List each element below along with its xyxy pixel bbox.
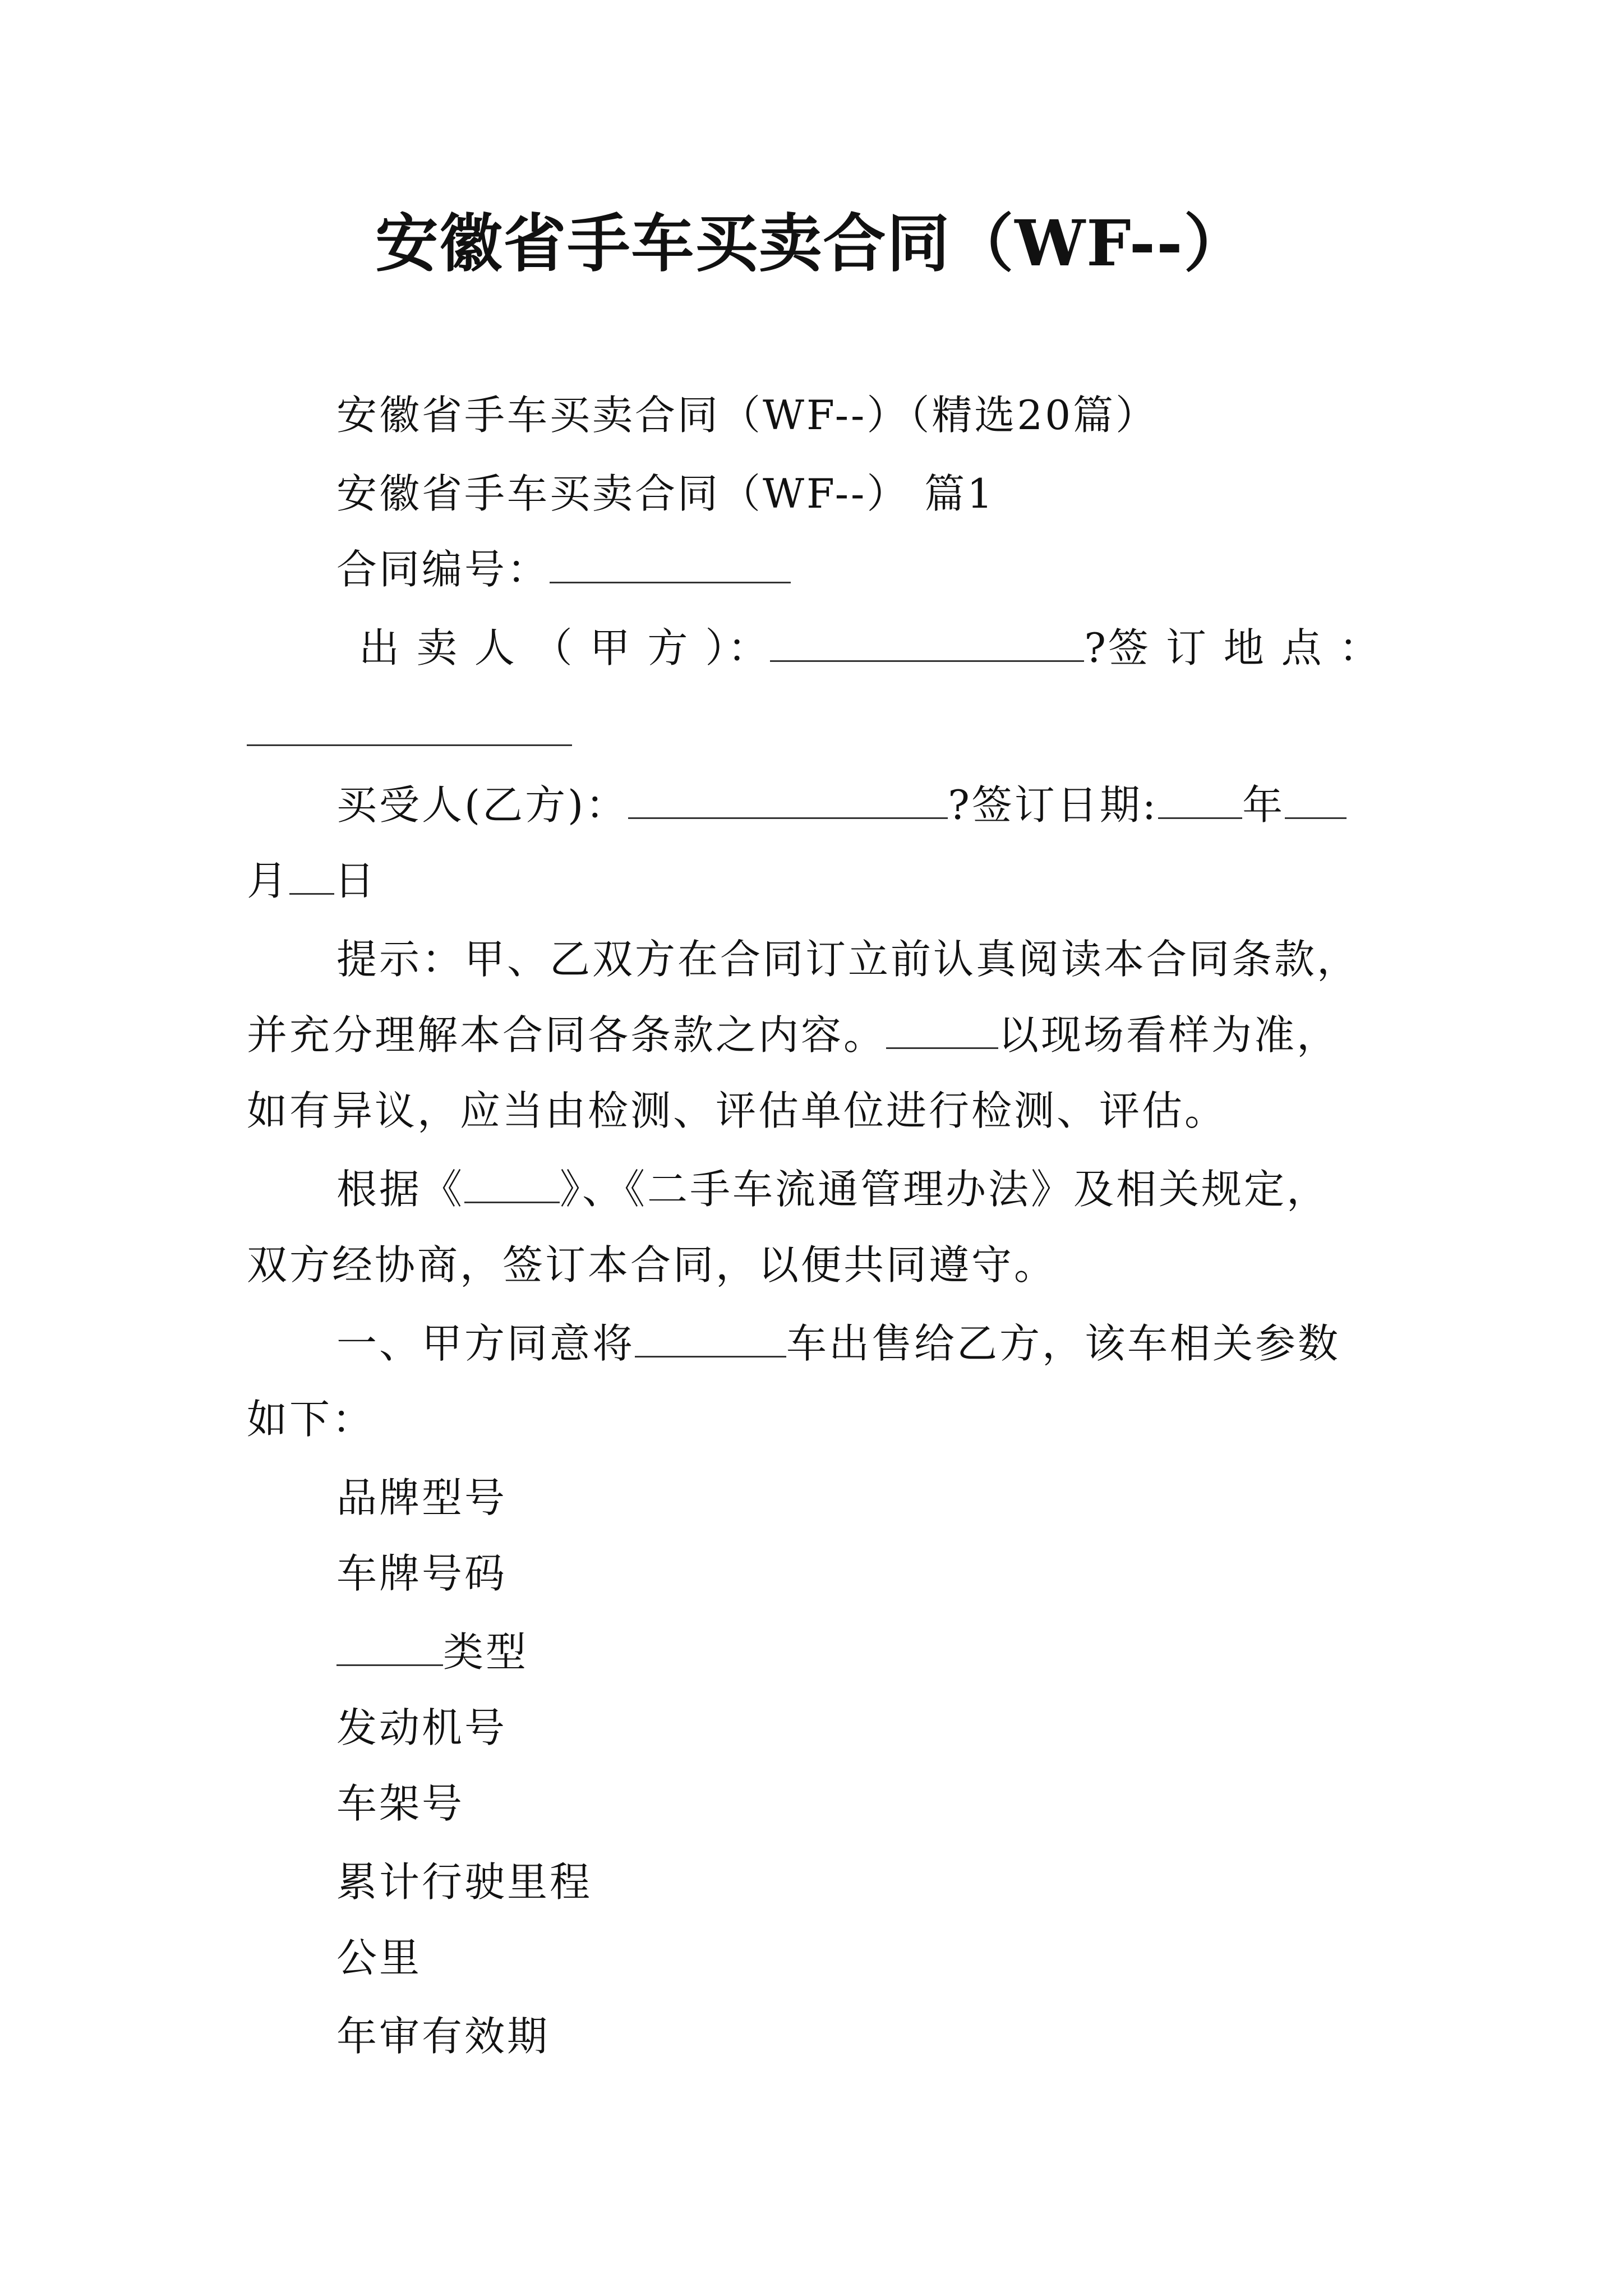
buyer-line bbox=[336, 777, 1347, 833]
month-label: 月 bbox=[247, 857, 290, 904]
section-heading: 安徽省手车买卖合同（WF--） 篇1 bbox=[336, 470, 995, 517]
param-inspection-validity: 年审有效期 bbox=[336, 2013, 550, 2060]
seller-line bbox=[359, 620, 1381, 676]
param-brand-model: 品牌型号 bbox=[336, 1474, 508, 1521]
type-blank bbox=[336, 1628, 443, 1666]
param-type: 类型 bbox=[443, 1628, 529, 1676]
signing-place-blank bbox=[247, 708, 572, 746]
buyer-blank bbox=[628, 781, 948, 819]
param-mileage: 累计行驶里程 bbox=[336, 1858, 593, 1906]
param-plate-number: 车牌号码 bbox=[336, 1550, 508, 1597]
notice-line-3: 如有异议，应当由检测、评估单位进行检测、评估。 bbox=[247, 1087, 1228, 1134]
basis-line-2: 双方经协商，签订本合同，以便共同遵守。 bbox=[247, 1241, 1057, 1289]
subtitle-line: 安徽省手车买卖合同（WF--）（精选20篇） bbox=[336, 392, 1159, 439]
notice-blank bbox=[886, 1011, 998, 1049]
param-engine-number: 发动机号 bbox=[336, 1704, 508, 1751]
contract-number-label: 合同编号： bbox=[336, 546, 550, 593]
basis-text: 根据《 bbox=[336, 1166, 465, 1213]
seller-blank bbox=[770, 624, 1084, 662]
vehicle-blank bbox=[635, 1320, 786, 1358]
signing-place-label: ?签 订 地 点 ： bbox=[1084, 624, 1382, 671]
notice-line-2 bbox=[247, 1007, 1339, 1063]
law-name-blank bbox=[464, 1166, 560, 1203]
month-blank bbox=[1285, 781, 1347, 819]
contract-number-line bbox=[336, 541, 791, 597]
document-title: 安徽省手车买卖合同（WF--） bbox=[375, 207, 1248, 280]
seller-label: 出 卖 人 （ 甲 方 ）： bbox=[359, 624, 771, 671]
param-km: 公里 bbox=[336, 1934, 422, 1981]
clause-one-text-end: 车出售给乙方，该车相关参数 bbox=[786, 1320, 1341, 1367]
param-frame-number: 车架号 bbox=[336, 1780, 465, 1827]
clause-one-text: 一、甲方同意将 bbox=[336, 1320, 635, 1367]
buyer-label: 买受人(乙方)： bbox=[336, 781, 629, 829]
year-label: 年 bbox=[1242, 781, 1285, 829]
notice-text: 并充分理解本合同各条款之内容。 bbox=[247, 1011, 887, 1059]
date-continuation-line bbox=[247, 853, 377, 909]
basis-text-end: 》、《二手车流通管理办法》及相关规定， bbox=[560, 1166, 1330, 1213]
day-blank bbox=[289, 857, 334, 895]
day-label: 日 bbox=[334, 857, 377, 904]
year-blank bbox=[1158, 781, 1242, 819]
clause-one-line bbox=[336, 1315, 1340, 1372]
clause-one-continuation: 如下： bbox=[247, 1396, 375, 1443]
notice-line-1: 提示：甲、乙双方在合同订立前认真阅读本合同条款， bbox=[336, 936, 1360, 983]
notice-text-end: 以现场看样为准， bbox=[998, 1011, 1340, 1059]
basis-line-1 bbox=[336, 1161, 1329, 1217]
contract-number-blank bbox=[550, 546, 791, 583]
signing-date-label: ?签订日期: bbox=[948, 781, 1159, 829]
signing-place-line bbox=[247, 704, 572, 760]
param-type-line bbox=[336, 1624, 528, 1680]
